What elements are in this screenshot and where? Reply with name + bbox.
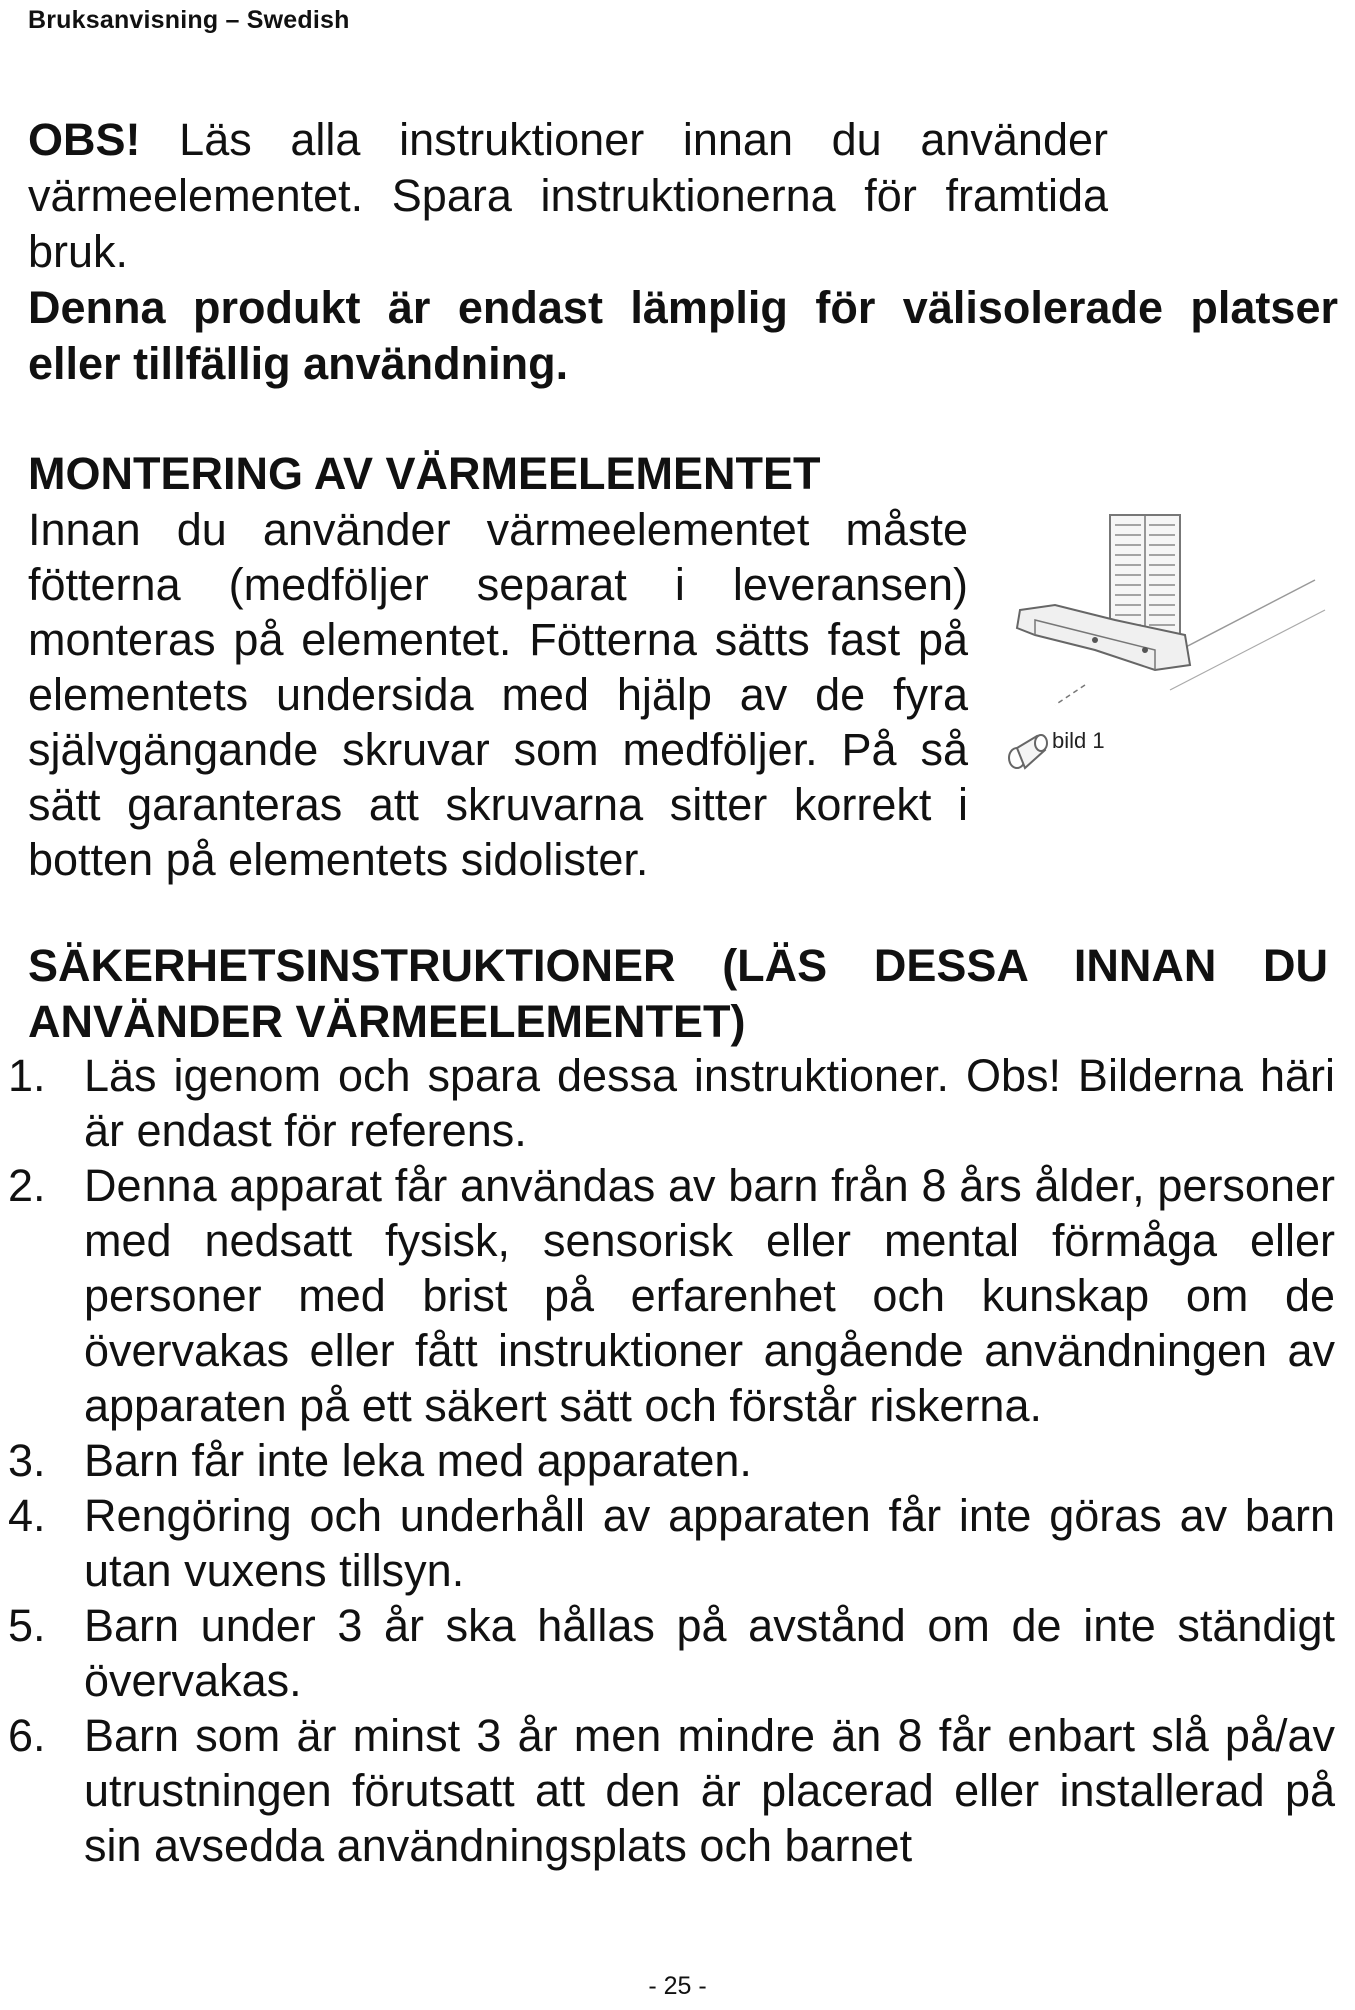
list-item-number: 1. — [8, 1050, 46, 1101]
mounting-text: Innan du använder värmeelementet måste fötterna (medföljer separat i leveransen) monteras på elementet. Fötterna sätts fast på elementets undersida med hjälp av de fyra självgängande skruvar som medföljer. På så sätt garanteras att skruvarna sitter korrekt i botten på elementets sidolister. — [28, 504, 968, 885]
list-item — [0, 1158, 1355, 1433]
heater-foot-illustration — [995, 500, 1335, 800]
suitability-notice: Denna produkt är endast lämplig för välisolerade platser eller tillfällig användning. — [28, 282, 1338, 389]
mounting-figure — [995, 500, 1335, 800]
screw-hole-2 — [1142, 647, 1148, 653]
page-number: - 25 - — [648, 1972, 707, 2000]
list-item — [0, 1488, 1355, 1598]
list-item-number: 3. — [8, 1435, 46, 1486]
obs-notice — [28, 112, 1108, 280]
list-item-text: Denna apparat får användas av barn från 8 års ålder, personer med nedsatt fysisk, sensorisk eller mental förmåga eller personer med brist på erfarenhet och kunskap om de övervakas eller fått instruktioner angående användningen av apparaten på ett säkert sätt och förstår riskerna. — [84, 1160, 1335, 1431]
page-header: Bruksanvisning – Swedish — [28, 6, 350, 34]
list-item-text: Läs igenom och spara dessa instruktioner. Obs! Bilderna häri är endast för referens. — [84, 1050, 1335, 1156]
guide-line — [1055, 685, 1085, 705]
list-item — [0, 1708, 1355, 1873]
obs-text: Läs alla instruktioner innan du använder värmeelementet. Spara instruktionerna för framtida bruk. — [28, 114, 1108, 277]
list-item-text: Barn som är minst 3 år men mindre än 8 får enbart slå på/av utrustningen förutsatt att den är placerad eller installerad på sin avsedda användningsplats och barnet — [84, 1710, 1335, 1871]
list-item — [0, 1048, 1355, 1158]
safety-title: SÄKERHETSINSTRUKTIONER (LÄS DESSA INNAN DU ANVÄNDER VÄRMEELEMENTET) — [28, 940, 1328, 1047]
screw-icon — [1009, 735, 1047, 768]
floor-line-back — [1170, 610, 1325, 690]
floor-line — [1180, 580, 1315, 650]
screw-hole — [1092, 637, 1098, 643]
list-item-number: 5. — [8, 1600, 46, 1651]
mounting-title: MONTERING AV VÄRMEELEMENTET — [28, 448, 821, 499]
safety-list — [0, 1048, 1355, 1873]
list-item — [0, 1433, 1355, 1488]
list-item-number: 4. — [8, 1490, 46, 1541]
obs-label: OBS! — [28, 114, 141, 165]
list-item — [0, 1598, 1355, 1708]
list-item-text: Rengöring och underhåll av apparaten får inte göras av barn utan vuxens tillsyn. — [84, 1490, 1335, 1596]
list-item-number: 6. — [8, 1710, 46, 1761]
figure-label: bild 1 — [1052, 728, 1105, 753]
list-item-number: 2. — [8, 1160, 46, 1211]
list-item-text: Barn under 3 år ska hållas på avstånd om de inte ständigt övervakas. — [84, 1600, 1335, 1706]
list-item-text: Barn får inte leka med apparaten. — [84, 1435, 752, 1486]
